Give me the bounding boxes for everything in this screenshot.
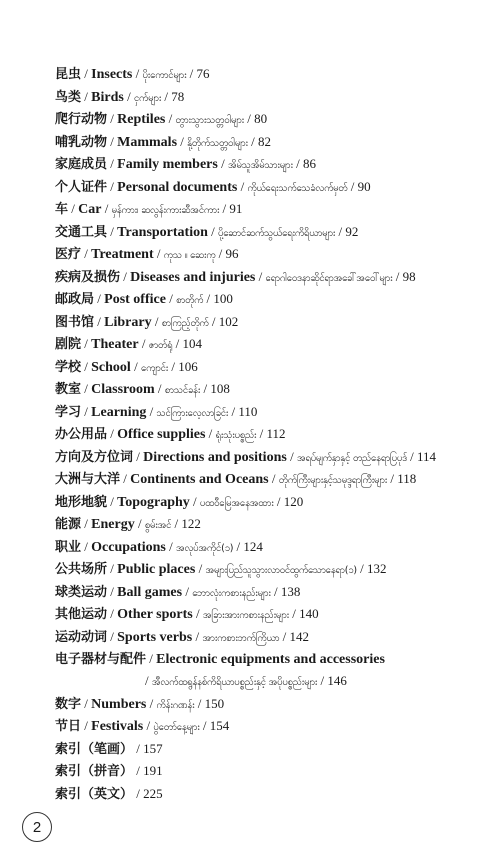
entry-english: Office supplies [117,427,206,442]
entry-page: 146 [327,673,347,688]
separator: / [317,673,328,688]
toc-entry[interactable] [55,153,485,176]
entry-burmese: ဘောလုံးကစားနည်းများ [192,587,271,599]
entry-page: 124 [243,538,263,554]
separator: / [81,336,92,351]
separator: / [133,763,144,778]
entry-page: 102 [218,313,239,329]
separator: / [406,448,417,464]
entry-english: Sports verbs [117,629,193,645]
separator: / [165,538,176,554]
separator: / [154,381,165,396]
toc-entry[interactable] [55,401,485,424]
entry-english: Treatment [91,247,154,262]
entry-burmese: ကိန်းဂဏန်း [156,699,195,711]
entry-page: 82 [258,133,271,149]
entry-chinese: 家庭成员 [55,157,108,172]
entry-chinese: 节日 [55,719,82,734]
separator: / [138,336,149,351]
entry-chinese: 电子器材与配件 [55,652,147,667]
entry-burmese: အခြားအားကစားနည်းများ [202,610,289,621]
entry-english: Diseases and injuries [130,269,256,285]
separator: / [107,223,118,239]
separator: / [107,493,118,509]
separator: / [215,246,226,261]
entry-burmese: ကိုယ်ရေးသက်သေခံလက်မှတ် [247,182,348,194]
separator: / [143,718,154,733]
separator: / [387,471,398,486]
toc-entry[interactable] [55,715,485,738]
separator: / [288,606,300,621]
entry-page: 96 [225,246,239,261]
separator: / [335,223,346,239]
separator: / [153,246,164,261]
separator: / [81,358,92,374]
separator: / [130,358,141,374]
entry-burmese: ပထဝီမြေအနေအထား [199,497,274,509]
entry-chinese: 个人证件 [55,179,108,195]
toc-entry[interactable] [55,581,485,604]
entry-burmese: အရပ်မျက်နှာနှင့် တည်နေရာပြပုဒ် [296,452,407,464]
index-entry[interactable] [55,783,485,806]
separator: / [186,66,197,81]
entry-burmese: သင်ကြားလေ့လာခြင်း [156,407,229,419]
separator: / [172,336,183,351]
separator: / [200,381,211,396]
toc-entry[interactable] [55,513,485,536]
entry-page: 92 [345,223,359,239]
entry-list [55,63,485,648]
entry-burmese: ကျောင်း [140,362,169,374]
entry-chinese: 能源 [55,517,82,532]
entry-burmese: ဇာတ်ရုံ [148,340,173,351]
entry-page: 138 [280,583,301,599]
separator: / [101,201,112,216]
entry-english: Mammals [117,134,178,150]
entry-page: 90 [357,178,371,194]
separator: / [133,740,144,756]
toc-entry[interactable] [55,423,485,446]
index-entry[interactable] [55,738,485,761]
entry-burmese: အိမ်သူအိမ်သားများ [227,160,293,171]
toc-entry[interactable] [55,221,485,244]
separator: / [81,381,92,396]
toc-entry[interactable] [55,648,485,670]
entry-burmese: တွားသွားသတ္တဝါများ [175,115,245,126]
entry-page: 80 [254,111,268,126]
entry-english: Numbers [91,696,147,712]
entry-english: Reptiles [117,112,166,127]
separator: / [208,313,219,329]
entry-burmese: ရုံးသုံးပစ္စည်း [215,430,257,441]
separator: / [270,583,281,599]
entry-page: 104 [182,336,202,351]
entry-chinese: 哺乳动物 [55,134,108,150]
entry-english: Theater [91,337,139,352]
index-label: 索引（英文） [55,786,134,802]
entry-burmese: အလုပ်အကိုင်(၁) [175,542,234,554]
entry-english: Public places [117,562,196,577]
entry-page: 108 [210,381,230,396]
separator: / [286,448,297,464]
entry-english: Energy [91,517,135,532]
entry-page: 91 [229,201,243,216]
entry-chinese: 学校 [55,359,82,375]
toc-entry[interactable] [55,108,485,131]
separator: / [228,403,239,419]
separator: / [81,695,92,711]
table-of-contents [55,63,485,805]
toc-entry[interactable] [55,333,485,356]
toc-entry[interactable] [55,468,485,491]
separator: / [133,448,144,464]
separator: / [279,628,290,644]
toc-entry[interactable] [55,63,485,86]
entry-page: 86 [302,156,316,171]
entry-english: School [91,359,131,375]
separator: / [268,471,279,486]
index-label: 索引（笔画） [55,741,134,757]
entry-english: Car [78,202,102,217]
entry-page: 112 [266,426,286,441]
separator: / [356,561,367,576]
separator: / [168,358,179,374]
entry-burmese: အများပြည်သူသွားလာဝင်ထွက်သောနေရာ(၁) [205,565,357,576]
toc-entry[interactable] [55,378,485,401]
entry-chinese: 昆虫 [55,67,82,82]
entry-page: 100 [213,291,233,306]
separator: / [107,606,118,621]
entry-page: 191 [143,763,163,778]
entry-english: Learning [91,404,147,420]
entry-burmese: စွမ်းအင် [144,520,172,531]
entry-burmese: တိုက်ကြီးများနှင့်သမုဒ္ဒရာကြီးများ [278,475,388,486]
toc-entry[interactable] [55,491,485,514]
entry-burmese: ငှက်များ [133,92,162,104]
entry-page: 140 [299,606,319,621]
entry-page: 157 [143,740,163,756]
page-number-badge [22,812,52,842]
separator: / [133,785,144,801]
separator: / [189,493,200,509]
entry-page: 122 [181,516,201,531]
separator: / [292,156,303,171]
entry-english: Ball games [117,584,183,600]
toc-entry[interactable] [55,558,485,581]
separator: / [207,223,219,239]
entry-page: 76 [196,66,210,81]
separator: / [81,88,92,104]
separator: / [94,291,105,306]
entry-chinese: 交通工具 [55,224,108,240]
toc-entry[interactable] [55,603,485,626]
entry-english: Transportation [117,224,208,240]
separator: / [177,133,188,149]
separator: / [347,178,358,194]
entry-chinese: 职业 [55,539,82,555]
entry-burmese: အီလက်ထရွန်နစ်ကိရိယာပစ္စည်းနှင့် အပိုပစ္စည်းများ [151,677,318,688]
entry-english: Festivals [91,719,144,734]
separator: / [107,561,118,576]
entry-english: Other sports [117,607,193,622]
entry-english: Topography [117,494,190,510]
toc-entry[interactable] [55,176,485,199]
separator: / [247,133,258,149]
separator: / [192,628,203,644]
separator: / [151,313,162,329]
separator: / [192,606,203,621]
toc-entry[interactable] [55,356,485,379]
entry-burmese: ပွဲတော်နေ့များ [153,722,200,733]
entry-burmese: စာကြည့်တိုက် [161,317,209,329]
toc-entry[interactable] [55,243,485,266]
entry-burmese: ပိုးကောင်များ [142,70,187,81]
entry-list [55,693,485,738]
separator: / [182,583,193,599]
toc-entry[interactable] [55,311,485,334]
entry-chinese: 图书馆 [55,314,95,330]
entry-page: 120 [283,493,304,509]
separator: / [134,516,145,531]
entry-chinese: 鸟类 [55,89,82,105]
separator: / [165,111,176,126]
entry-burmese: အားကစားဘက်ကြိယာ [202,632,280,644]
entry-chinese: 医疗 [55,247,82,262]
entry-page: 106 [178,358,198,374]
index-list [55,738,485,806]
entry-page: 132 [366,561,387,576]
separator: / [165,291,177,306]
separator: / [107,133,118,149]
entry-page: 142 [289,628,310,644]
entry-burmese: စာသင်ခန်း [164,385,201,396]
index-label: 索引（拼音） [55,764,134,779]
entry-page: 118 [397,471,417,486]
separator: / [233,538,244,554]
entry-burmese: နို့တိုက်သတ္တဝါများ [187,137,248,149]
toc-entry[interactable] [55,198,485,221]
entry-english: Personal documents [117,179,238,195]
entry-page: 150 [204,695,225,711]
page-number: 2 [32,818,42,836]
entry-chinese: 方向及方位词 [55,449,134,465]
toc-entry-continuation [55,670,485,693]
separator: / [146,403,157,419]
toc-entry[interactable] [55,266,485,289]
separator: / [81,403,92,419]
toc-entry[interactable] [55,626,485,649]
entry-chinese: 学习 [55,404,82,420]
separator: / [107,583,118,599]
entry-page: 114 [416,448,436,464]
entry-chinese: 剧院 [55,337,82,352]
entry-english: Occupations [91,539,166,555]
index-entry[interactable] [55,760,485,783]
entry-chinese: 车 [55,202,69,217]
toc-entry[interactable] [55,288,485,311]
entry-chinese: 数字 [55,696,82,712]
entry-page: 225 [143,785,163,801]
entry-chinese: 办公用品 [55,427,108,442]
separator: / [68,201,79,216]
separator: / [132,66,143,81]
separator: / [195,561,206,576]
entry-english: Continents and Oceans [130,472,269,487]
entry-english: Classroom [91,382,155,397]
separator: / [81,718,92,733]
separator: / [107,628,118,644]
separator: / [145,673,152,688]
entry-chinese: 地形地貌 [55,494,108,510]
separator: / [107,111,118,126]
entry-chinese: 公共场所 [55,562,108,577]
separator: / [392,268,403,284]
entry-burmese: စာတိုက် [176,295,204,306]
entry-chinese: 大洲与大洋 [55,472,121,487]
toc-entry[interactable] [55,446,485,469]
entry-burmese: ကုသ ။ ဆေးကု [163,250,216,261]
toc-entry[interactable] [55,131,485,154]
separator: / [81,66,92,81]
separator: / [81,538,92,554]
separator: / [205,426,216,441]
separator: / [219,201,230,216]
entry-chinese: 教室 [55,382,82,397]
entry-burmese: ရောဂါဝေဒနာဆိုင်ရာအခေါ်အဝေါ်များ [265,272,393,284]
separator: / [146,651,157,666]
toc-entry[interactable] [55,693,485,716]
entry-page: 154 [209,718,230,733]
entry-english: Family members [117,157,218,172]
entry-page: 78 [171,88,185,104]
entry-page: 98 [402,268,416,284]
toc-entry[interactable] [55,536,485,559]
entry-burmese: မှန်ကား၊ ဆလွန်းကားဆီအင်ကား [111,205,220,216]
separator: / [161,88,172,104]
entry-chinese: 球类运动 [55,584,108,600]
separator: / [237,178,248,194]
separator: / [81,246,92,261]
entry-english: Insects [91,67,133,82]
entry-english: Electronic equipments and accessories [156,652,385,667]
separator: / [171,516,182,531]
separator: / [256,426,267,441]
separator: / [244,111,255,126]
entry-english: Post office [104,292,166,307]
entry-chinese: 其他运动 [55,607,108,622]
separator: / [273,493,284,509]
separator: / [107,426,118,441]
separator: / [203,291,214,306]
separator: / [107,178,118,194]
entry-chinese: 疾病及损伤 [55,269,121,285]
separator: / [199,718,210,733]
entry-page: 110 [238,403,258,419]
entry-english: Directions and positions [143,449,287,465]
entry-chinese: 邮政局 [55,292,95,307]
separator: / [255,268,266,284]
separator: / [194,695,205,711]
separator: / [120,268,131,284]
separator: / [120,471,131,486]
entry-burmese: ပို့ဆောင်ဆက်သွယ်ရေးကိရိယာများ [218,227,336,239]
toc-entry[interactable] [55,86,485,109]
separator: / [123,88,134,104]
separator: / [107,156,118,171]
entry-chinese: 爬行动物 [55,112,108,127]
entry-english: Library [104,314,152,330]
separator: / [81,516,92,531]
entry-chinese: 运动动词 [55,629,108,645]
entry-english: Birds [91,89,124,105]
separator: / [217,156,228,171]
separator: / [146,695,157,711]
separator: / [94,313,105,329]
